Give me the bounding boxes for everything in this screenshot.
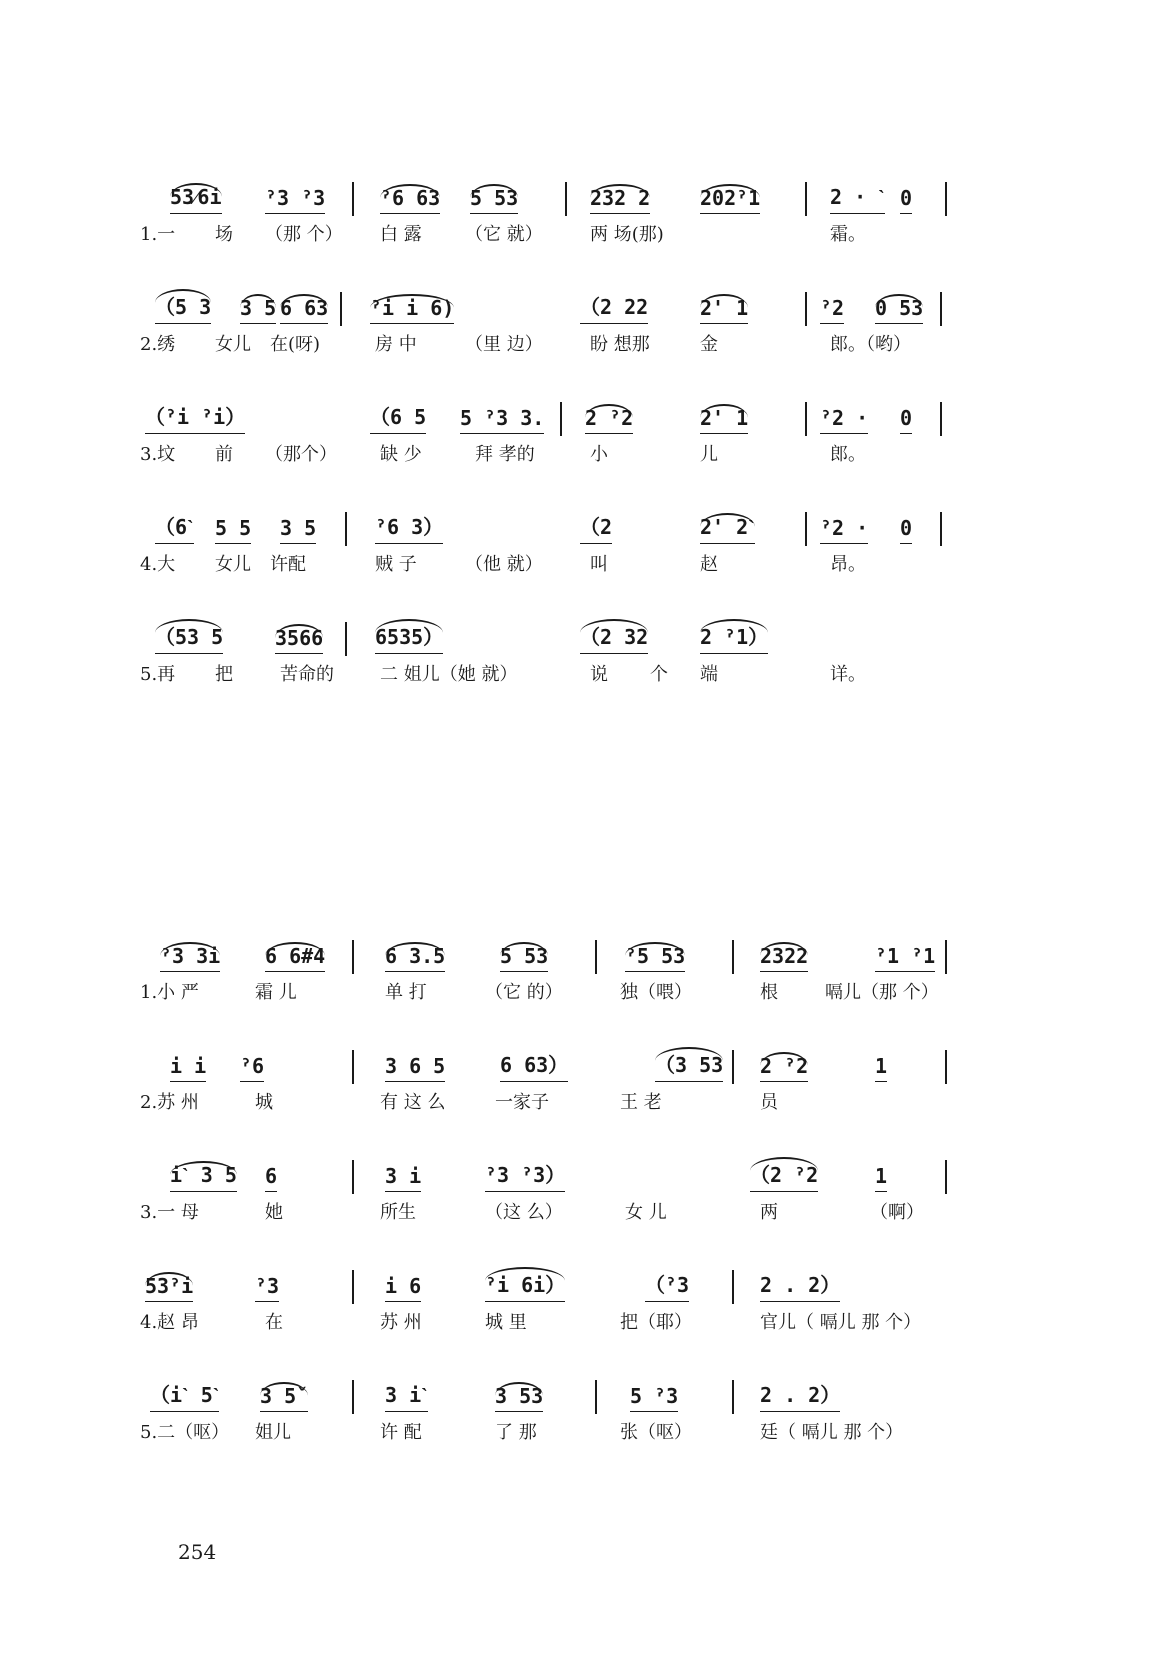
note-group: （iˋ 5ˋ: [150, 1379, 219, 1408]
slur-mark: [145, 1272, 193, 1286]
barline: [940, 512, 942, 546]
barline: [560, 402, 562, 436]
lyric-text: 1.一: [140, 224, 176, 245]
lyric-text: 把: [215, 664, 233, 685]
verse2-notes-line-2: [140, 1040, 1020, 1084]
lyric-text: 郎。（哟）: [830, 334, 911, 355]
lyric-text: 把（耶）: [620, 1312, 692, 1333]
verse2-lyrics-line-1: [140, 974, 1020, 1014]
verse2-notes-line-3: [140, 1150, 1020, 1194]
verse2-lyrics-line-5: [140, 1414, 1020, 1454]
lyric-text: 在: [265, 1312, 283, 1333]
note-group: ˀ6: [240, 1054, 264, 1078]
lyric-text: 郎。: [830, 444, 866, 465]
slur-mark: [280, 294, 328, 308]
lyric-text: 金: [700, 334, 718, 355]
lyric-text: 5.再: [140, 664, 176, 685]
verse1-notes-line-1: [140, 172, 1020, 216]
barline: [732, 940, 734, 974]
barline: [352, 1270, 354, 1304]
barline: [945, 940, 947, 974]
slur-mark: [155, 289, 211, 303]
note-group: 2 ˀ2: [585, 406, 633, 430]
lyric-text: （它 就）: [465, 224, 543, 245]
verse-block-2: [140, 930, 1020, 1480]
slur-mark: [260, 1382, 308, 1396]
barline: [945, 1050, 947, 1084]
note-group: 2322: [760, 944, 808, 968]
lyric-text: 城 里: [485, 1312, 527, 1333]
slur-mark: [380, 184, 440, 198]
lyric-text: 4.大: [140, 554, 176, 575]
lyric-text: 所生: [380, 1202, 416, 1223]
note-group: （6ˋ: [155, 511, 194, 540]
lyric-text: 个: [650, 664, 668, 685]
slur-mark: [375, 619, 443, 633]
barline: [345, 622, 347, 656]
note-group: iˋ 3 5: [170, 1163, 237, 1188]
barline: [352, 940, 354, 974]
verse2-notes-line-1: [140, 930, 1020, 974]
lyric-text: 3.坟: [140, 444, 176, 465]
lyric-text: （啊）: [870, 1202, 924, 1223]
note-group: 53⁄6i: [170, 185, 222, 210]
verse1-notes-line-2: [140, 282, 1020, 326]
lyric-text: 拜 孝的: [475, 444, 535, 465]
lyric-text: 官儿（ 嗝儿 那 个）: [760, 1312, 922, 1333]
note-group: 2 · ˋ: [830, 185, 885, 210]
lyric-text: 叫: [590, 554, 608, 575]
slur-mark: [655, 1047, 723, 1061]
lyric-text: 缺 少: [380, 444, 422, 465]
lyric-text: 说: [590, 664, 608, 685]
barline: [345, 512, 347, 546]
lyric-text: （他 就）: [465, 554, 543, 575]
note-group: 1: [875, 1164, 887, 1188]
note-group: ˀi i 6): [370, 296, 454, 320]
note-group: 0: [900, 516, 912, 540]
lyric-text: 霜 儿: [255, 982, 297, 1003]
note-group: 6: [265, 1164, 277, 1188]
barline: [805, 292, 807, 326]
verse-block-1: [140, 172, 1020, 722]
lyric-text: 根: [760, 982, 778, 1003]
note-group: （6 5: [370, 401, 426, 430]
verse1-lyrics-line-3: [140, 436, 1020, 476]
note-group: （5 3: [155, 291, 211, 320]
lyric-text: 独（喂）: [620, 982, 692, 1003]
note-group: ˀ3 ˀ3: [265, 186, 325, 210]
barline: [940, 402, 942, 436]
note-group: ˀ2 ·: [820, 516, 868, 540]
note-group: 2' 2ˋ: [700, 515, 755, 540]
note-group: （2 22: [580, 291, 648, 320]
lyric-text: 廷（ 嗝儿 那 个）: [760, 1422, 904, 1443]
slur-mark: [700, 619, 768, 633]
note-group: ˀ6 63: [380, 186, 440, 210]
note-group: ˀ5 53: [625, 944, 685, 968]
verse1-lyrics-line-1: [140, 216, 1020, 256]
slur-mark: [385, 942, 445, 956]
lyric-text: 3.一 母: [140, 1202, 199, 1223]
slur-mark: [265, 942, 325, 956]
lyric-text: （那 个）: [265, 224, 343, 245]
slur-mark: [700, 513, 755, 527]
barline: [805, 402, 807, 436]
note-group: （ˀi ˀi）: [145, 401, 245, 430]
barline: [595, 940, 597, 974]
lyric-text: （里 边）: [465, 334, 543, 355]
lyric-text: 许配: [270, 554, 306, 575]
lyric-text: 两: [760, 1202, 778, 1223]
verse2-notes-line-5: [140, 1370, 1020, 1414]
lyric-text: 在(呀): [270, 334, 321, 355]
lyric-text: 前: [215, 444, 233, 465]
lyric-text: 王 老: [620, 1092, 662, 1113]
lyric-text: 张（呕）: [620, 1422, 692, 1443]
note-group: 3 53: [495, 1384, 543, 1408]
lyric-text: 了 那: [495, 1422, 537, 1443]
verse1-notes-line-3: [140, 392, 1020, 436]
slur-mark: [240, 294, 276, 308]
note-group: ˀ6 3）: [375, 511, 443, 540]
lyric-text: 一家子: [495, 1092, 549, 1113]
lyric-text: 嗝儿（那 个）: [825, 982, 939, 1003]
note-group: 2' 1: [700, 406, 748, 430]
lyric-text: 详。: [830, 664, 866, 685]
slur-mark: [170, 183, 222, 197]
lyric-text: 昂。: [830, 554, 866, 575]
slur-mark: [760, 942, 808, 956]
note-group: ˀ2: [820, 296, 844, 320]
lyric-text: 女 儿: [625, 1202, 667, 1223]
barline: [352, 182, 354, 216]
note-group: 3 5: [240, 296, 276, 320]
note-group: 2 . 2）: [760, 1379, 840, 1408]
slur-mark: [275, 624, 323, 638]
note-group: 5 5: [215, 516, 251, 540]
lyric-text: （那个）: [265, 444, 337, 465]
note-group: 3 iˋ: [385, 1383, 428, 1408]
slur-mark: [500, 942, 548, 956]
lyric-text: 白 露: [380, 224, 422, 245]
note-group: 3 5: [280, 516, 316, 540]
slur-mark: [700, 184, 760, 198]
slur-mark: [590, 184, 650, 198]
lyric-text: 赵: [700, 554, 718, 575]
verse1-lyrics-line-5: [140, 656, 1020, 696]
note-group: i 6: [385, 1274, 421, 1298]
lyric-text: 4.赵 昂: [140, 1312, 199, 1333]
note-group: 5 ˀ3 3.: [460, 406, 544, 430]
lyric-text: 2.苏 州: [140, 1092, 199, 1113]
slur-mark: [155, 619, 223, 633]
note-group: ˀ3 ˀ3）: [485, 1159, 565, 1188]
note-group: 6535）: [375, 621, 443, 650]
barline: [340, 292, 342, 326]
verse2-lyrics-line-2: [140, 1084, 1020, 1124]
barline: [805, 512, 807, 546]
barline: [805, 182, 807, 216]
verse1-lyrics-line-2: [140, 326, 1020, 366]
barline: [565, 182, 567, 216]
lyric-text: 许 配: [380, 1422, 422, 1443]
note-group: 3 6 5: [385, 1054, 445, 1078]
note-group: 3 5ˇ: [260, 1384, 308, 1408]
note-group: 0: [900, 406, 912, 430]
slur-mark: [170, 1161, 237, 1175]
lyric-text: 霜。: [830, 224, 866, 245]
verse1-lyrics-line-4: [140, 546, 1020, 586]
lyric-text: 1.小 严: [140, 982, 199, 1003]
slur-mark: [700, 294, 748, 308]
slur-mark: [625, 942, 685, 956]
barline: [940, 292, 942, 326]
lyric-text: 5.二（呕）: [140, 1422, 230, 1443]
verse2-lyrics-line-4: [140, 1304, 1020, 1344]
slur-mark: [700, 404, 748, 418]
note-group: 6 6#4: [265, 944, 325, 968]
note-group: 2 ˀ1）: [700, 621, 768, 650]
note-group: （2: [580, 511, 612, 540]
lyric-text: 贼 子: [375, 554, 417, 575]
note-group: 6 63: [280, 296, 328, 320]
note-group: （53 5: [155, 621, 223, 650]
note-group: （3 53: [655, 1049, 723, 1078]
lyric-text: 房 中: [375, 334, 417, 355]
barline: [732, 1380, 734, 1414]
note-group: ˀ2 ·: [820, 406, 868, 430]
lyric-text: （这 么）: [485, 1202, 563, 1223]
note-group: 202ˀ1: [700, 186, 760, 210]
slur-mark: [760, 1052, 808, 1066]
lyric-text: 姐儿: [255, 1422, 291, 1443]
barline: [595, 1380, 597, 1414]
slur-mark: [750, 1157, 818, 1171]
lyric-text: 场: [215, 224, 233, 245]
note-group: ˀ1 ˀ1: [875, 944, 935, 968]
note-group: 2' 1: [700, 296, 748, 320]
lyric-text: 小: [590, 444, 608, 465]
slur-mark: [580, 619, 648, 633]
note-group: 0: [900, 186, 912, 210]
page-number: 254: [178, 1540, 217, 1564]
lyric-text: 有 这 么: [380, 1092, 446, 1113]
verse2-notes-line-4: [140, 1260, 1020, 1304]
slur-mark: [470, 184, 518, 198]
lyric-text: （它 的）: [485, 982, 563, 1003]
note-group: （ˀ3: [645, 1269, 689, 1298]
lyric-text: 城: [255, 1092, 273, 1113]
slur-mark: [585, 404, 633, 418]
note-group: 2 ˀ2: [760, 1054, 808, 1078]
lyric-text: 儿: [700, 444, 718, 465]
note-group: 5 ˀ3: [630, 1384, 678, 1408]
lyric-text: 女儿: [215, 334, 251, 355]
barline: [732, 1270, 734, 1304]
lyric-text: 员: [760, 1092, 778, 1113]
lyric-text: 苦命的: [280, 664, 334, 685]
barline: [945, 182, 947, 216]
barline: [352, 1160, 354, 1194]
slur-mark: [485, 1267, 565, 1281]
note-group: 1: [875, 1054, 887, 1078]
note-group: （2 ˀ2: [750, 1159, 818, 1188]
barline: [352, 1050, 354, 1084]
lyric-text: 2.绣: [140, 334, 176, 355]
lyric-text: 盼 想那: [590, 334, 650, 355]
lyric-text: 女儿: [215, 554, 251, 575]
lyric-text: 单 打: [385, 982, 427, 1003]
lyric-text: 苏 州: [380, 1312, 422, 1333]
note-group: ˀ3 3i: [160, 944, 220, 968]
note-group: i i: [170, 1054, 206, 1078]
lyric-text: 两 场(那): [590, 224, 664, 245]
slur-mark: [160, 942, 220, 956]
lyric-text: 端: [700, 664, 718, 685]
lyric-text: 二 姐儿（她 就）: [380, 664, 518, 685]
note-group: （2 32: [580, 621, 648, 650]
note-group: 5 53: [470, 186, 518, 210]
verse1-notes-line-5: [140, 612, 1020, 656]
slur-mark: [495, 1382, 543, 1396]
note-group: 6 63）: [500, 1049, 568, 1078]
barline: [732, 1050, 734, 1084]
barline: [352, 1380, 354, 1414]
note-group: 3566: [275, 626, 323, 650]
note-group: 2 . 2）: [760, 1269, 840, 1298]
note-group: 3 i: [385, 1164, 421, 1188]
lyric-text: 她: [265, 1202, 283, 1223]
slur-mark: [370, 294, 454, 308]
verse1-notes-line-4: [140, 502, 1020, 546]
note-group: 232 2: [590, 186, 650, 210]
note-group: 6 3.5: [385, 944, 445, 968]
note-group: 0 53: [875, 296, 923, 320]
note-group: 5 53: [500, 944, 548, 968]
barline: [945, 1160, 947, 1194]
note-group: ˀi 6i）: [485, 1269, 565, 1298]
note-group: 53ˀi: [145, 1274, 193, 1298]
verse2-lyrics-line-3: [140, 1194, 1020, 1234]
slur-mark: [875, 294, 923, 308]
note-group: ˀ3: [255, 1274, 279, 1298]
